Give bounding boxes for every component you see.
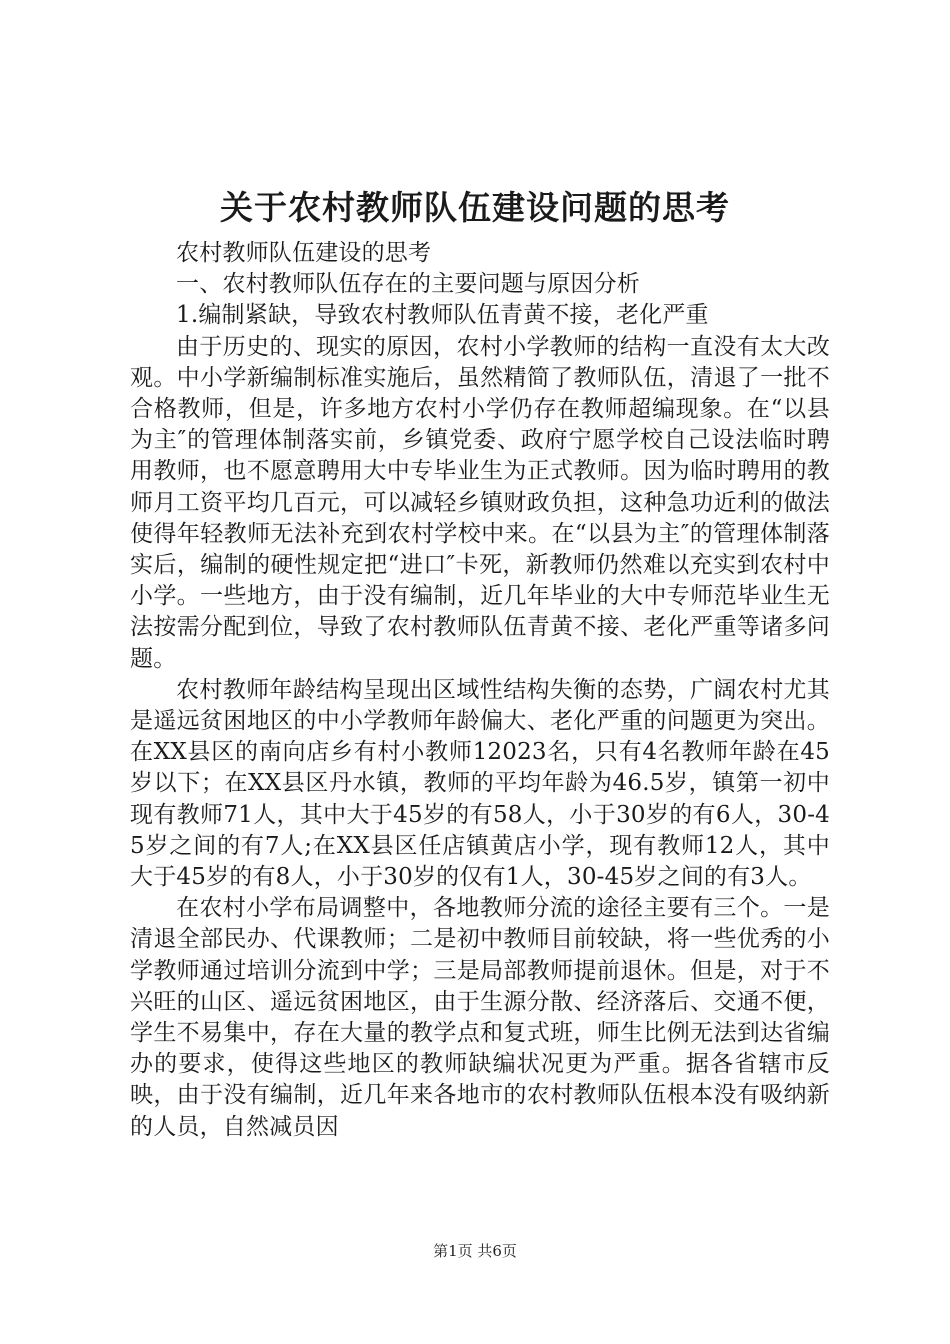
paragraph-subtitle: 农村教师队伍建设的思考 [176, 240, 432, 266]
document-body [130, 238, 830, 1143]
paragraph-body: 农村教师年龄结构呈现出区域性结构失衡的态势，广阔农村尤其是遥远贫困地区的中小学教师年龄偏大、老化严重的问题更为突出。在XX县区的南向店乡有村小教师12023名，只有4名教师年龄在45岁以下；在XX县区丹水镇，教师的平均年龄为46.5岁，镇第一初中现有教师71人，其中大于45岁的有58人，小于30岁的有6人，30-45岁之间的有7人;在XX县区任店镇黄店小学，现有教师12人，其中大于45岁的有8人，小于30岁的仅有1人，30-45岁之间的有3人。 [130, 676, 830, 891]
page-number-footer: 第1页 共6页 [433, 1242, 517, 1260]
paragraph-subheading: 1.编制紧缺，导致农村教师队伍青黄不接，老化严重 [176, 302, 709, 329]
paragraph-body: 由于历史的、现实的原因，农村小学教师的结构一直没有太大改观。中小学新编制标准实施后，虽然精简了教师队伍，清退了一批不合格教师，但是，许多地方农村小学仍存在教师超编现象。在“以县为主″的管理体制落实前，乡镇党委、政府宁愿学校自己设法临时聘用教师，也不愿意聘用大中专毕业生为正式教师。因为临时聘用的教师月工资平均几百元，可以减轻乡镇财政负担，这种急功近利的做法使得年轻教师无法补充到农村学校中来。在“以县为主″的管理体制落实后，编制的硬性规定把“进口″卡死，新教师仍然难以充实到农村中小学。一些地方，由于没有编制，近几年毕业的大中专师范毕业生无法按需分配到位，导致了农村教师队伍青黄不接、老化严重等诸多问题。 [130, 333, 830, 672]
paragraph-body: 在农村小学布局调整中，各地教师分流的途径主要有三个。一是清退全部民办、代课教师；二是初中教师目前较缺，将一些优秀的小学教师通过培训分流到中学；三是局部教师提前退休。但是，对于不兴旺的山区、遥远贫困地区，由于生源分散、经济落后、交通不便，学生不易集中，存在大量的教学点和复式班，师生比例无法到达省编办的要求，使得这些地区的教师缺编状况更为严重。据各省辖市反映，由于没有编制，近几年来各地市的农村教师队伍根本没有吸纳新的人员，自然减员因 [130, 895, 830, 1140]
paragraph-section-heading: 一、农村教师队伍存在的主要问题与原因分析 [176, 271, 640, 298]
document-title: 关于农村教师队伍建设问题的思考 [220, 188, 730, 227]
